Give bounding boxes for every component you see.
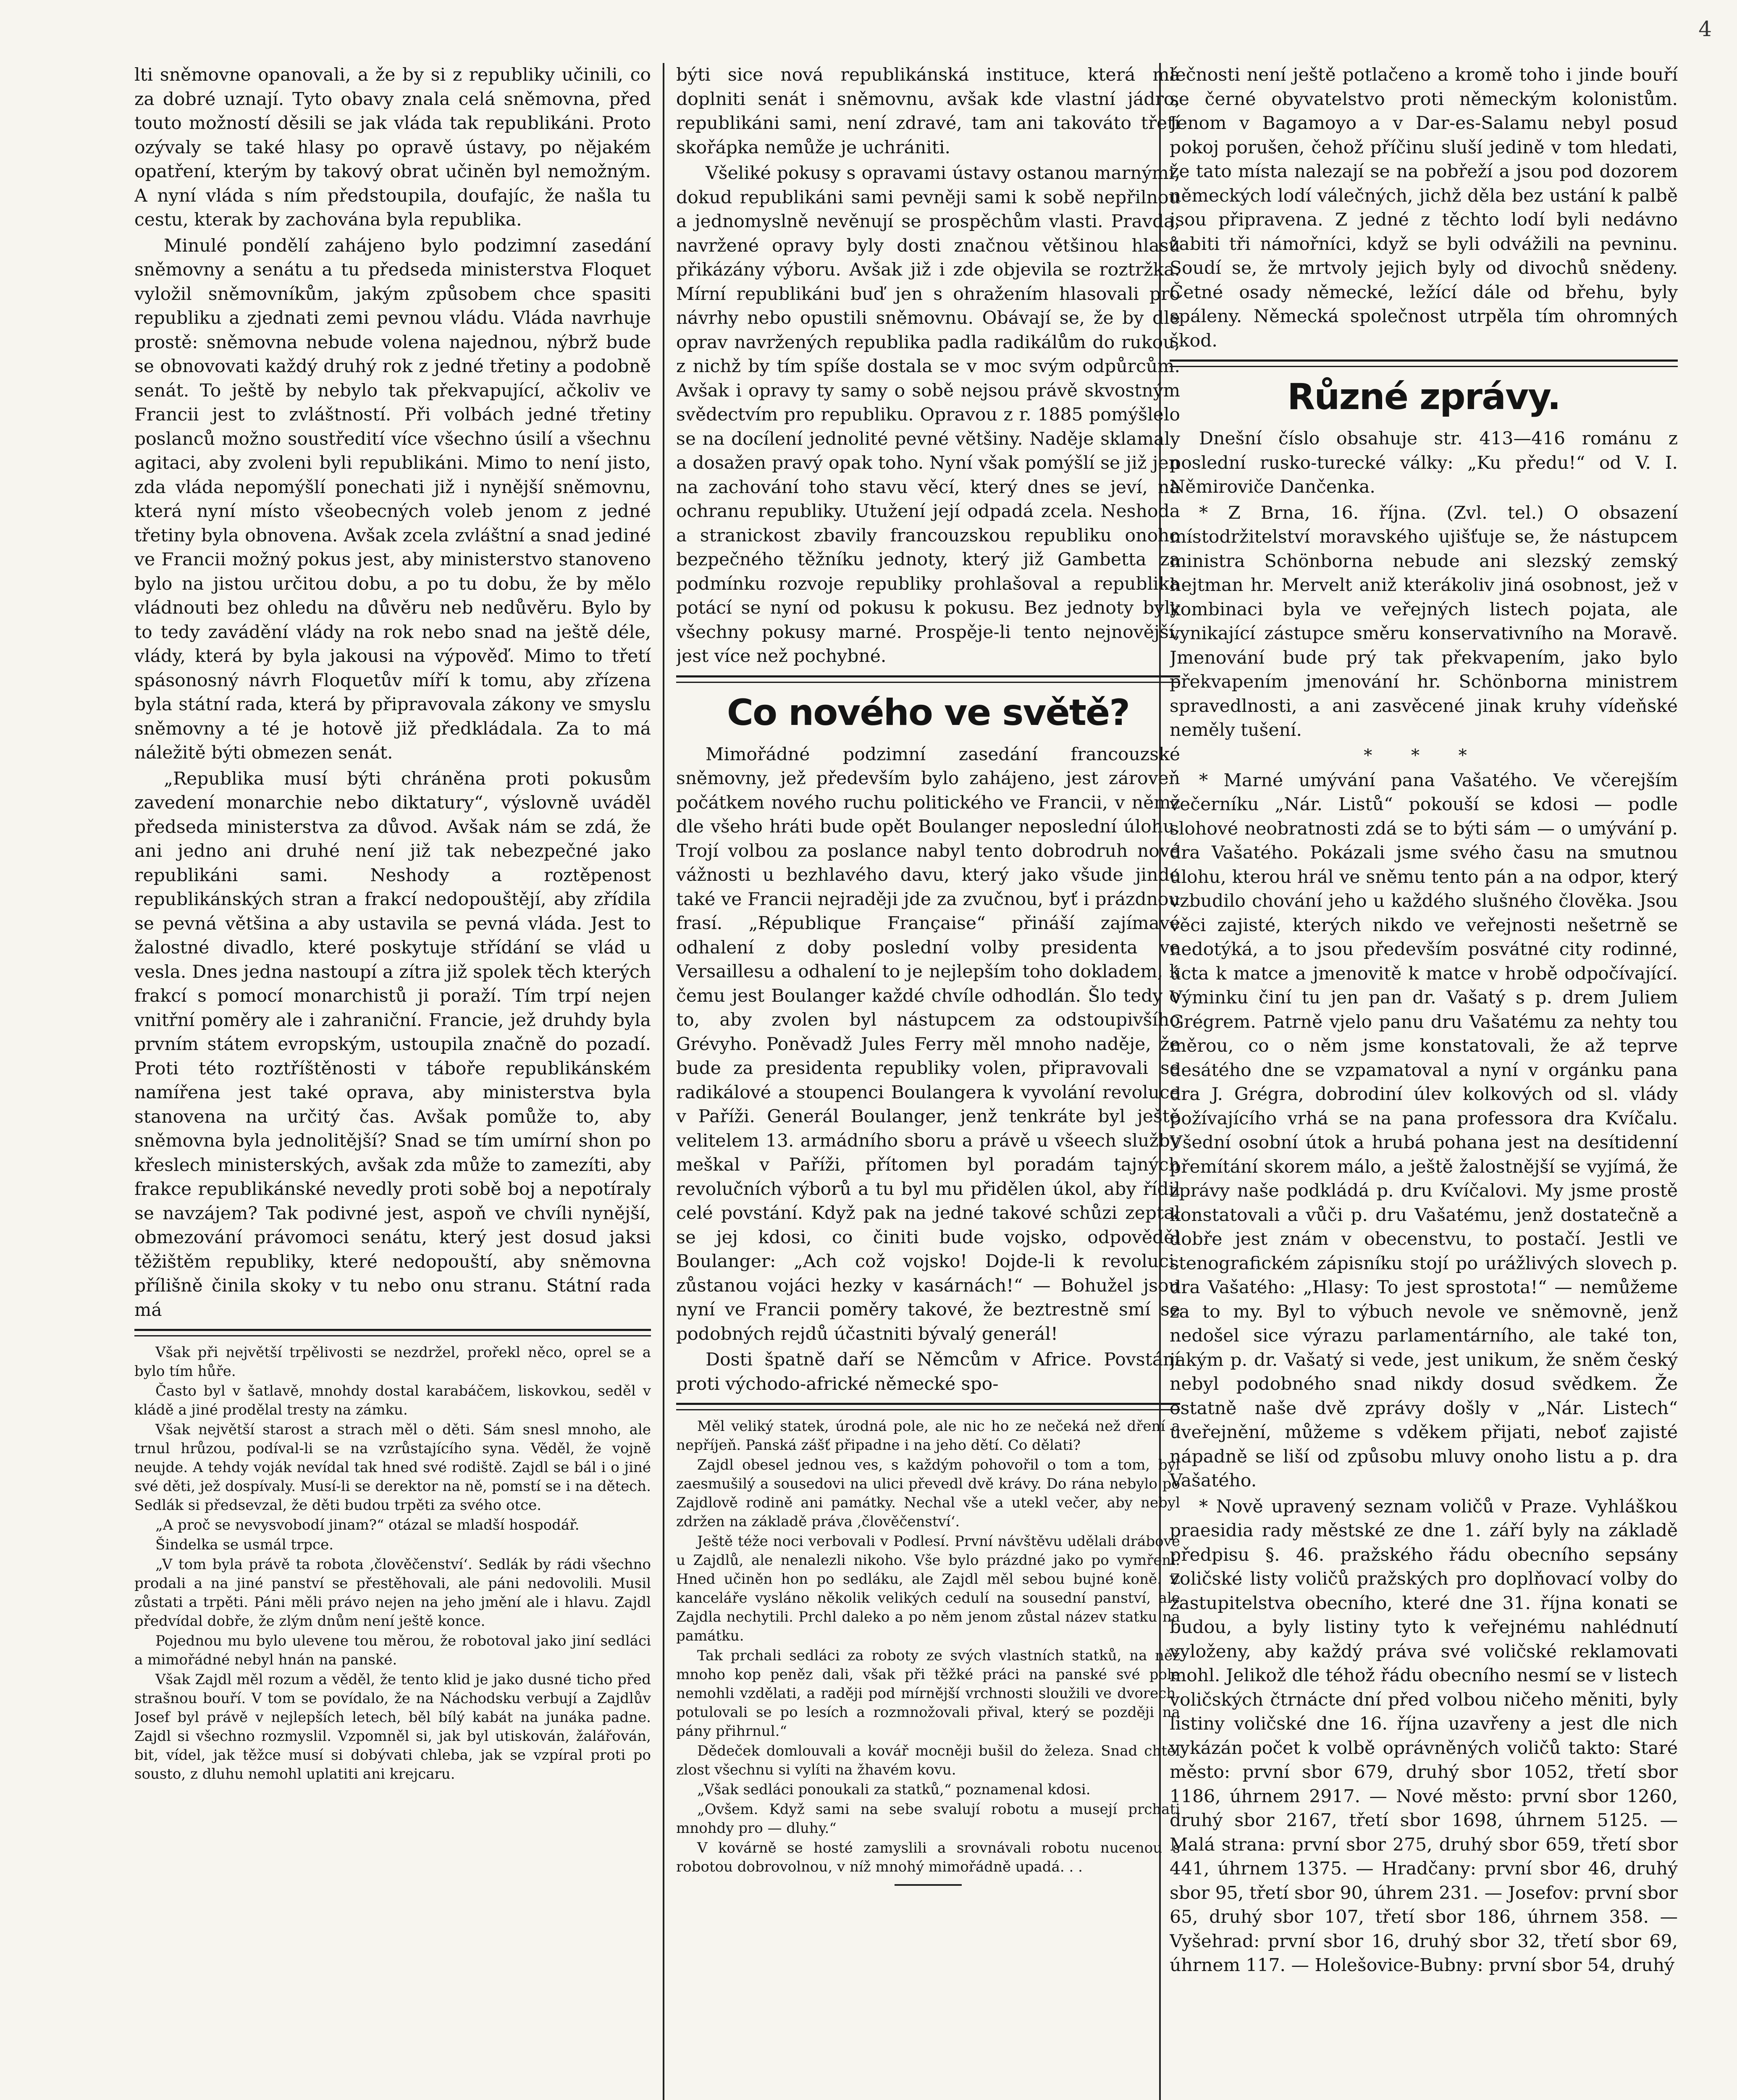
article-paragraph: Mimořádné podzimní zasedání francouzské sněmovny, jež především bylo zahájeno, jest zároveň počátkem nového ruchu politického ve Francii, v němž dle všeho hráti bude opět Boulanger neposlední úlohu. Trojí volbou za poslance nabyl tento dobrodruh nové vážnosti u bezhlavého davu, který jako všude jinde také ve Francii nejraději jde za zvučnou, byť i prázdnou frasí. „République Française“ přináší zajímavé odhalení z doby poslední volby presidenta ve Versaillesu a odhalení to je nejlepším toho dokladem, k čemu jest Boulanger každé chvíle odhodlán. Šlo tedy o to, aby zvolen byl nástupcem za odstoupivšího Grévyho. Poněvadž Jules Ferry měl mnoho naděje, že bude za presidenta republiky volen, připravovali se radikálové a stoupenci Boulangera k vyvolání revoluce v Paříži. Generál Boulanger, jenž tenkráte byl ještě velitelem 13. armádního sboru a právě u všeech služby meškal v Paříži, přítomen byl poradám tajných revolučních výborů a tu byl mu přidělen úkol, aby řídil celé povstání. Když pak na jedné takové schůzi zeptal se jej kdosi, co činiti bude vojsko, odpověděl Boulanger: „Ach což vojsko! Dojde-li k revoluci, zůstanou vojáci hezky v kasárnách!“ — Bohužel jsou nyní ve Francii poměry takové, že beztrestně smí se podobných rejdů účastniti bývalý generál! — [676, 744, 1180, 1344]
news-note: * Z Brna, 16. října. (Zvl. tel.) O obsazení místodržitelství moravského ujišťuje se, že nástupcem ministra Schönborna nebude ani slezský zemský hejtman hr. Mervelt aniž kterákoliv jiná osobnost, jež v kombinaci byla ve veřejných listech pojata, ale vynikající zástupce směru konservativního na Moravě. Jmenování bude prý tak překvapením, jako bylo překvapením jmenování hr. Schönborna ministrem spravedlnosti, a ani zasvěcené jinak kruhy vídeňské neměly tušení. — [1170, 502, 1678, 740]
feuilleton-paragraph: „A proč se nevysvobodí jinam?“ otázal se mladší hospodář. — [155, 1517, 580, 1533]
column-rule-1 — [663, 63, 664, 2100]
feuilleton-paragraph: Šindelka se usmál trpce. — [155, 1536, 334, 1553]
feuilleton-paragraph: Zajdl obesel jednou ves, s každým pohovořil o tom a tom, byl zaesmušilý a sousedovi na ulici převedl dvě krávy. Do rána nebylo po Zajdlově rodině ani památky. Nechal vše a utekl večer, aby nebyl zdržen na základě práva ,člověčenství‘. — [676, 1457, 1180, 1530]
article-paragraph: „Republika musí býti chráněna proti pokusům zavedení monarchie nebo diktatury“, výslovně uváděl předseda ministerstva za důvod. Avšak nám se zdá, že ani jedno ani druhé není již tak nebezpečné jako republikáni sami. Neshody a roztěpenost republikánských stran a frakcí nedopouštějí, aby zřídila se pevná většina a aby ustavila se pevná vláda. Jest to žalostné divadlo, které poskytuje střídání se vlád u vesla. Dnes jedna nastoupí a zítra již spolek těch kterých frakcí s pomocí monarchistů ji poraží. Tím trpí nejen vnitřní poměry ale i zahraniční. Francie, jež druhdy byla prvním státem evropským, ustoupila značně do pozadí. Proti této roztříštěnosti v táboře republikánském namířena jest také oprava, aby ministerstva byla stanovena na určitý čas. Avšak pomůže to, aby sněmovna byla jednolitější? Snad se tím umírní shon po křeslech ministerských, avšak zda může to zamezíti, aby frakce republikánské nevedly proti sobě boj a nepotíraly se navzájem? Tak podivné jest, aspoň ve chvíli nynější, obmezování právomoci senátu, který jest dosud jaksi těžištěm republiky, které nedopouští, aby sněmovna přílišně činila skoky v tu nebo onu stranu. Státní rada má — [134, 768, 651, 1320]
article-paragraph: býti sice nová republikánská instituce, která má doplniti senát i sněmovnu, avšak kde vlastní jádro, republikáni sami, není zdravé, tam ani takováto třetí skořápka nemůže je uchrániti. — [676, 65, 1180, 158]
feuilleton-paragraph: Ještě téže noci verbovali v Podlesí. První návštěvu udělali drábové u Zajdlů, ale nenalezli nikoho. Vše bylo prázdné jako po vymření. Hned učiněn hon po sedláku, ale Zajdl měl sebou bujné koně. Z kanceláře vysláno několik velikých cedulí na sousední panství, ale Zajdla nechytili. Prchl daleko a po něm jenom zůstal název statku na památku. — [676, 1533, 1180, 1644]
feuilleton-paragraph: Však při největší trpělivosti se nezdržel, prořekl něco, oprel se a bylo tím hůře. — [134, 1344, 651, 1380]
end-rule — [895, 1884, 962, 1886]
column-1 — [134, 63, 651, 1785]
feuilleton-paragraph: Dědeček domlouvali a kovář mocněji bušil do železa. Snad chtěl zlost všechnu si vylíti na žhavém kovu. — [676, 1743, 1180, 1778]
article-paragraph: lti sněmovne opanovali, a že by si z republiky učinili, co za dobré uznají. Tyto obavy znala celá sněmovna, před touto možností děsili se jak vláda tak republikáni. Proto ozývaly se také hlasy po opravě ústavy, po nějakém opatření, kterým by takový obrat učiněn byl nemožným. A nyní vláda s ním předstoupila, doufajíc, že našla tu cestu, kterak by zachována byla republika. — [134, 65, 651, 230]
section-divider — [676, 675, 1180, 683]
news-note: Dnešní číslo obsahuje str. 413—416 románu z poslední rusko-turecké války: „Ku předu!“ od V. I. Němiroviče Dančenka. — [1170, 428, 1678, 497]
feuilleton-paragraph: „Ovšem. Když sami na sebe svalují robotu a musejí prchati mnohdy pro — dluhy.“ — [676, 1801, 1180, 1837]
feuilleton-divider — [134, 1329, 651, 1336]
headline-ruzne-zpravy: Různé zprávy. — [1287, 376, 1560, 418]
news-note: * Marné umývání pana Vašatého. Ve včerejším večerníku „Nár. Listů“ pokouší se kdosi — podle slohové neobratnosti zdá se to býti sám — o umývání p. dra Vašatého. Pokázali jsme svého času na smutnou úlohu, kterou hrál ve sněmu tento pán a na odpor, který vzbudilo chování jeho u každého slušného člověka. Jsou věci zajisté, kterých nikdo ve veřejnosti nešetrně se nedotýká, a to jsou především posvátné city rodinné, úcta k matce a jmenovitě k matce v hrobě odpočívající. Výminku činí tu jen pan dr. Vašatý s p. drem Juliem Grégrem. Patrně vjelo panu dru Vašatému za nehty tou měrou, co o něm jsme konstatovali, že až teprve desátého dne se vzpamatoval a nyní v orgánku pana dra J. Grégra, dobrodiní úlev kolkových od sl. vlády požívajícího vrhá se na pana professora dra Kvíčalu. Všední osobní útok a hrubá pohana jest na desítidenní přemítání skorem málo, a ještě žalostnější se vyjímá, že zprávy naše podkládá p. dru Kvíčalovi. My jsme prostě konstatovali a vůči p. dru Vašatému, jenž dostatečně a dobře jest znám v obecenstvu, to postačí. Jestli ve stenografickém zápisníku stojí po urážlivých slovech p. dra Vašatého: „Hlasy: To jest sprostota!“ — nemůžeme za to my. Byl to výbuch nevole ve sněmovně, jenž nedošel sice výrazu parlamentárního, ale také ton, jakým p. dr. Vašatý si vede, jest unikum, že sněm český nebyl podobného snad nikdy dosud svědkem. Že ostatně naše dvě zprávy došly v „Nár. Listech“ uveřejnění, můžeme s vděkem přijati, neboť zajisté nápadně se liší od způsobu mluvy onoho listu a p. dra Vašatého. — [1170, 770, 1678, 1491]
feuilleton-divider — [676, 1403, 1180, 1410]
column-2 — [676, 63, 1180, 1893]
feuilleton-paragraph: Však největší starost a strach měl o děti. Sám snesl mnoho, ale trnul hrůzou, podíval-li se na vzrůstajícího syna. Věděl, že vojně neujde. A tehdy voják nevídal tak hned své rodiště. Zajdl se bál i o jiné své děti, jež dospívaly. Musí-li se derektor na ně, pomstí se i na dětech. Sedlák si předsevzal, že děti budou trpěti za svého otce. — [134, 1421, 651, 1514]
corner-mark: 4 — [1698, 17, 1712, 41]
column-3 — [1170, 63, 1678, 1979]
feuilleton-paragraph: Často byl v šatlavě, mnohdy dostal karabáčem, liskovkou, seděl v kládě a jiné prodělal tresty na zámku. — [134, 1383, 651, 1418]
feuilleton-paragraph: Tak prchali sedláci za roboty ze svých vlastních statků, na něž mnoho kop peněz dali, však při těžké práci na panské své pole nemohli vzdělati, a raději pod mírnější vrchnosti sloužili ve dvorech, potulovali se po lesích a rozmnožovali přival, který se později na pány přihrnul.“ — [676, 1647, 1180, 1740]
feuilleton-paragraph: Měl veliký statek, úrodná pole, ale nic ho ze nečeká než dření a nepříjeň. Panská zášť připadne i na jeho dětí. Co dělati? — [676, 1418, 1180, 1454]
feuilleton-paragraph: „Však sedláci ponoukali za statků,“ poznamenal kdosi. — [697, 1781, 1091, 1798]
headline-co-noveho-ve-svete: Co nového ve světě? — [727, 691, 1130, 734]
feuilleton-paragraph: „V tom byla právě ta robota ,člověčenství‘. Sedlák by rádi všechno prodali a na jiné panství se přestěhovali, ale páni nedovolili. Musil zůstati a trpěti. Páni měli právo nejen na jeho jmění ale i hlavu. Zajdl předvídal dobře, že zlým dnům není ještě konce. — [134, 1556, 651, 1630]
feuilleton-paragraph: Však Zajdl měl rozum a věděl, že tento klid je jako dusné ticho před strašnou bouří. V tom se povídalo, že na Náchodsku verbují a Zajdlův Josef byl právě v nejlepších letech, běl bílý kabát na junáka padne. Zajdl si všechno rozmyslil. Vzpomněl si, jak byl utiskován, žalářován, bit, vídel, jak těžce musí si dobývati chleba, jak se vzpíral proti po sousto, z dluhu nemohl uplatiti ani krejcaru. — [134, 1671, 651, 1782]
article-paragraph: lečnosti není ještě potlačeno a kromě toho i jinde bouří se černé obyvatelstvo proti německým kolonistům. Jenom v Bagamoyo a v Dar-es-Salamu nebyl posud pokoj porušen, čehož příčinu sluší jedině v tom hledati, že tato místa nalezají se na pobřeží a jsou pod dozorem německých lodí válečných, jichž děla bez ustání k palbě jsou připravena. Z jedné z těchto lodí byli nedávno zabiti tři námořníci, když se byli odvážili na pevninu. Soudí se, že mrtvoly jejich byly od divochů snědeny. Četné osady německé, ležící dále od břehu, byly spáleny. Německá společnost utrpěla tím ohromných škod. — [1170, 65, 1678, 351]
section-divider — [1170, 360, 1678, 367]
article-paragraph: Všeliké pokusy s opravami ústavy ostanou marnými, dokud republikáni sami pevněji sami k sobě nepřilnou a jednomyslně nevěnují se prospěchům vlasti. Pravda, navržené opravy byly dosti značnou většinou hlasů přikázány výboru. Avšak již i zde objevila se roztržka. Mírní republikáni buď jen s ohražením hlasovali pro návrhy nebo opustili sněmovnu. Obávají se, že by dle oprav navržených republika padla radikálům do rukou, z nichž by tím spíše dostala se v moc svým odpůrcům. Avšak i opravy ty samy o sobě nejsou právě skvostným svědectvím pro republiku. Opravou z r. 1885 pomýšlelo se na docílení jednolité pevné většiny. Naděje sklamaly a dosažen pravý opak toho. Nyní však pomýšlí se již jen na zachování toho stavu věcí, který dnes se jeví, na ochranu republiky. Utužení její odpadá zcela. Neshoda a stranickost zbavily francouzskou republiku onoho bezpečného těžníku jednoty, který již Gambetta za podmínku rozvoje republiky prohlašoval a republika potácí se nyní od pokusu k pokusu. Bez jednoty byly všechny pokusy marné. Prospěje-li tento nejnovější, jest více než pochybné. — [676, 163, 1180, 667]
article-paragraph: Minulé pondělí zahájeno bylo podzimní zasedání sněmovny a senátu a tu předseda ministerstva Floquet vyložil sněmovníkům, jakým způsobem chce spasiti republiku a zjednati zemi pevnou vládu. Vláda navrhuje prostě: sněmovna nebude volena najednou, nýbrž bude se obnovovati každý druhý rok z jedné třetiny a podobně senát. To ještě by nebylo tak překvapující, ačkoliv ve Francii jest to zvláštností. Při volbách jedné třetiny poslanců možno soustředití více všechno úsilí a všechnu agitaci, aby zvoleni byli republikáni. Mimo to není jisto, zda vláda nepomýšlí ponechati již i nynější sněmovnu, která nyní místo všeobecných voleb jenom z jedné třetiny byla obnovena. Avšak zcela zvláštní a snad jediné ve Francii možný pokus jest, aby ministerstvo stanoveno bylo na jistou určitou dobu, a po tu dobu, že by mělo vládnouti bez ohledu na důvěru neb nedůvěru. Bylo by to tedy zavádění vlády na rok nebo snad na ještě déle, vlády, která by byla jakousi na výpověď. Mimo to třetí spásonosný návrh Floquetův míří k tomu, aby zřízena byla státní rada, která by připravovala zákony ve smyslu sněmovny a té je hotově již předkládala. Za to má náležitě býti obmezen senát. — [134, 235, 651, 763]
asterism: * * * — [1364, 746, 1484, 765]
article-paragraph: Dosti špatně daří se Němcům v Africe. Povstání proti východo-africké německé spo- — [676, 1349, 1180, 1394]
feuilleton-paragraph: Pojednou mu bylo ulevene tou měrou, že robotoval jako jiní sedláci a mimořádné nebyl hnán na panské. — [134, 1633, 651, 1668]
feuilleton-paragraph: V kovárně se hosté zamyslili a srovnávali robotu nucenou s robotou dobrovolnou, v níž mnohý mimořádně upadá. . . — [676, 1840, 1180, 1875]
news-note: * Nově upravený seznam voličů v Praze. Vyhláškou praesidia rady městské ze dne 1. září byly na základě předpisu §. 46. pražského řádu obecního sepsány voličské listy voličů pražských pro doplňovací volby do zastupitelstva obecního, které dne 31. října konati se budou, a byly listiny tyto k veřejnému nahlédnutí vyloženy, aby každý práva své voličské reklamovati mohl. Jelikož dle téhož řádu obecního nesmí se v listech voličských čtrnácte dní před volbou ničeho měniti, byly listiny voličské dne 16. října uzavřeny a jest dle nich vykázán počet k volbě oprávněných voličů takto: Staré město: první sbor 679, druhý sbor 1052, třetí sbor 1186, úhrnem 2917. — Nové město: první sbor 1260, druhý sbor 2167, třetí sbor 1698, úhrnem 5125. — Malá strana: první sbor 275, druhý sbor 659, třetí sbor 441, úhrnem 1375. — Hradčany: první sbor 46, druhý sbor 95, třetí sbor 90, úhrem 231. — Josefov: první sbor 65, druhý sbor 107, třetí sbor 186, úhrnem 358. — Vyšehrad: první sbor 16, druhý sbor 32, třetí sbor 69, úhrnem 117. — Holešovice-Bubny: první sbor 54, druhý — [1170, 1496, 1678, 1976]
